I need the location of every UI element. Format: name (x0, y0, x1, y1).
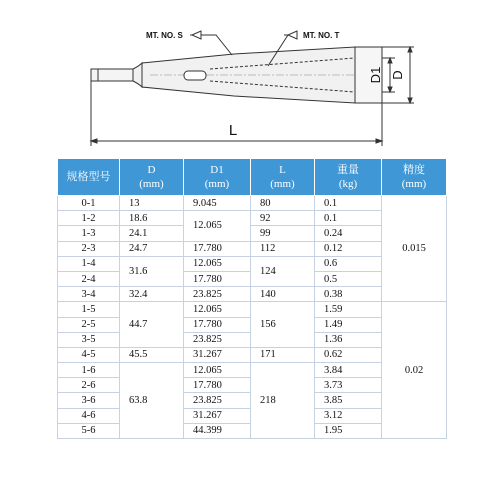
d-cell: 32.4 (120, 287, 184, 302)
d-cell: 44.7 (120, 302, 184, 348)
d-cell: 63.8 (120, 363, 184, 439)
d1-cell: 12.065 (184, 256, 251, 271)
header-d1 (184, 159, 251, 196)
weight-cell: 0.38 (315, 287, 382, 302)
header-precision-unit: (mm) (401, 178, 427, 190)
precision-cell: 0.02 (382, 302, 447, 439)
weight-cell: 0.12 (315, 241, 382, 256)
l-dimension-label: L (228, 122, 238, 139)
taper-sleeve-drawing (0, 0, 500, 160)
d-cell: 24.7 (120, 241, 184, 256)
header-d-label: D (147, 164, 156, 176)
table-row (58, 302, 447, 317)
model-cell: 1-4 (58, 256, 120, 271)
model-cell: 1-5 (58, 302, 120, 317)
d1-cell: 31.267 (184, 347, 251, 362)
model-cell: 3-4 (58, 287, 120, 302)
d1-cell: 12.065 (184, 363, 251, 378)
l-cell: 99 (251, 226, 315, 241)
weight-cell: 1.49 (315, 317, 382, 332)
header-d1-label: D1 (210, 164, 224, 176)
d1-cell: 17.780 (184, 378, 251, 393)
d-cell: 31.6 (120, 256, 184, 286)
model-cell: 3-6 (58, 393, 120, 408)
d1-dimension-label: D1 (368, 66, 383, 84)
d1-cell: 31.267 (184, 408, 251, 423)
l-cell: 171 (251, 347, 315, 362)
header-weight-label: 重量 (337, 164, 359, 176)
d-cell: 24.1 (120, 226, 184, 241)
header-l (251, 159, 315, 196)
weight-cell: 3.12 (315, 408, 382, 423)
drawing-neck (133, 63, 142, 87)
d-cell: 13 (120, 196, 184, 211)
model-cell: 0-1 (58, 196, 120, 211)
header-model-label: 规格型号 (66, 171, 111, 183)
weight-cell: 0.1 (315, 196, 382, 211)
weight-cell: 3.85 (315, 393, 382, 408)
model-cell: 4-5 (58, 347, 120, 362)
model-cell: 5-6 (58, 423, 120, 438)
precision-cell: 0.015 (382, 196, 447, 302)
header-model (58, 159, 120, 196)
weight-cell: 0.5 (315, 271, 382, 286)
l-cell: 218 (251, 363, 315, 439)
model-cell: 2-4 (58, 271, 120, 286)
l-cell: 140 (251, 287, 315, 302)
weight-cell: 3.73 (315, 378, 382, 393)
model-cell: 1-3 (58, 226, 120, 241)
weight-cell: 0.6 (315, 256, 382, 271)
d1-cell: 17.780 (184, 271, 251, 286)
drawing-slot (184, 71, 206, 80)
d1-cell: 23.825 (184, 393, 251, 408)
header-weight (315, 159, 382, 196)
d1-cell: 12.065 (184, 211, 251, 241)
l-cell: 124 (251, 256, 315, 286)
d1-cell: 23.825 (184, 287, 251, 302)
header-d1-unit: (mm) (204, 178, 230, 190)
header-d (120, 159, 184, 196)
d1-cell: 12.065 (184, 302, 251, 317)
model-cell: 2-6 (58, 378, 120, 393)
d-cell: 18.6 (120, 211, 184, 226)
header-l-label: L (279, 164, 286, 176)
weight-cell: 1.59 (315, 302, 382, 317)
d1-cell: 44.399 (184, 423, 251, 438)
d1-cell: 9.045 (184, 196, 251, 211)
spec-table (57, 158, 447, 439)
l-cell: 112 (251, 241, 315, 256)
header-precision-label: 精度 (403, 164, 425, 176)
l-cell: 92 (251, 211, 315, 226)
l-cell: 80 (251, 196, 315, 211)
d1-cell: 23.825 (184, 332, 251, 347)
d-dimension-label: D (390, 70, 405, 80)
header-l-unit: (mm) (270, 178, 295, 190)
spec-table-body (58, 196, 447, 439)
mt-no-t-label: MT. NO. T (303, 31, 340, 40)
d1-cell: 17.780 (184, 317, 251, 332)
model-cell: 1-6 (58, 363, 120, 378)
d1-cell: 17.780 (184, 241, 251, 256)
mt-no-s-label: MT. NO. S (146, 31, 183, 40)
drawing-tang (91, 69, 133, 81)
model-cell: 4-6 (58, 408, 120, 423)
weight-cell: 3.84 (315, 363, 382, 378)
weight-cell: 0.1 (315, 211, 382, 226)
header-weight-unit: (kg) (338, 178, 358, 190)
weight-cell: 1.95 (315, 423, 382, 438)
l-cell: 156 (251, 302, 315, 348)
model-cell: 1-2 (58, 211, 120, 226)
model-cell: 2-5 (58, 317, 120, 332)
weight-cell: 0.62 (315, 347, 382, 362)
d-cell: 45.5 (120, 347, 184, 362)
weight-cell: 0.24 (315, 226, 382, 241)
header-precision (382, 159, 447, 196)
table-header-row (58, 159, 447, 196)
table-row (58, 196, 447, 211)
weight-cell: 1.36 (315, 332, 382, 347)
model-cell: 2-3 (58, 241, 120, 256)
model-cell: 3-5 (58, 332, 120, 347)
header-d-unit: (mm) (139, 178, 164, 190)
